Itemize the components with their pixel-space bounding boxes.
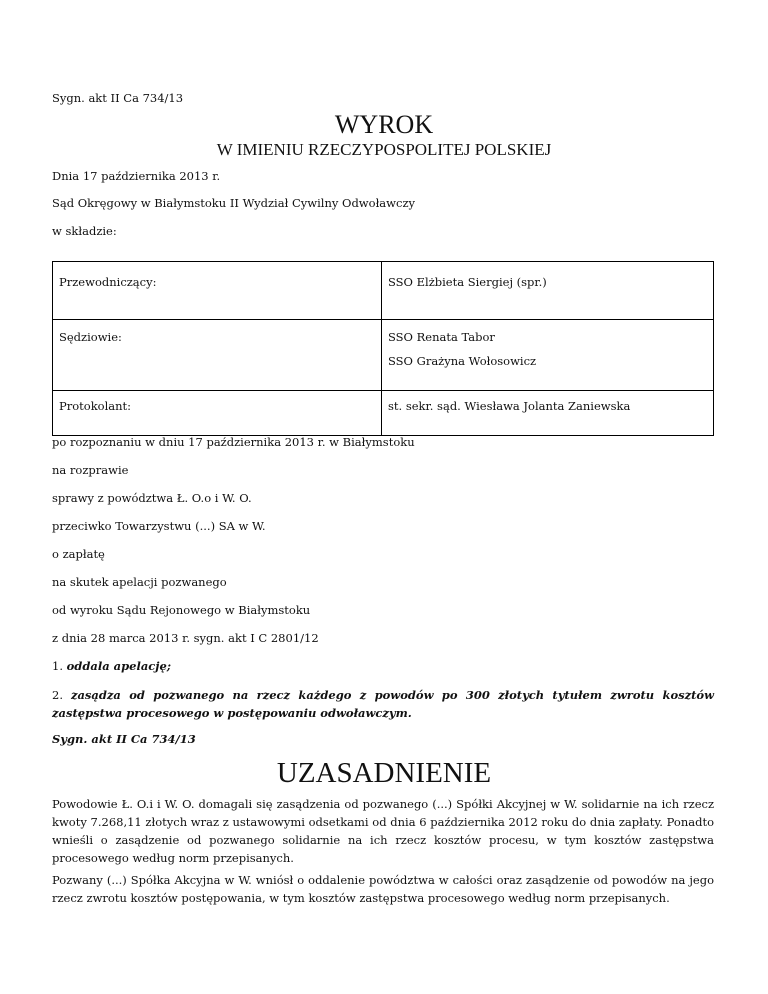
table-row: [53, 391, 714, 436]
clerk-value: st. sekr. sąd. Wiesława Jolanta Zaniewska: [382, 391, 714, 436]
justification-paragraph: Powodowie Ł. O.i i W. O. domagali się zasądzenia od pozwanego (...) Spółki Akcyjnej w W. solidarnie na ich rzecz kwoty 7.268,11 złotych wraz z ustawowymi odsetkami od dnia 6 października 2012 roku do dnia zapłaty. Ponadto wnieśli o zasądzenie od pozwanego solidarnie na ich rzecz kosztów procesu, w tym kosztów zastępstwa procesowego według norm przepisanych.: [52, 797, 714, 865]
judgment-subtitle: W IMIENIU RZECZYPOSPOLITEJ POLSKIEJ: [216, 140, 552, 159]
ruling-item: [52, 686, 714, 722]
composition-table: [52, 261, 714, 436]
proceedings-line: na skutek apelacji pozwanego: [52, 575, 227, 589]
ruling-text: oddala apelację;: [66, 659, 172, 673]
proceedings-line: przeciwko Towarzystwu (...) SA w W.: [52, 519, 266, 533]
judges-cell: [382, 320, 714, 391]
ruling-number: 1.: [52, 659, 63, 673]
judges-label: Sędziowie:: [53, 320, 382, 391]
table-row: [53, 320, 714, 391]
judge-1: SSO Renata Tabor: [388, 330, 495, 344]
proceedings-line: na rozprawie: [52, 463, 129, 477]
ruling-number: 2.: [52, 688, 63, 702]
justification-title: UZASADNIENIE: [276, 757, 492, 789]
proceedings-line: z dnia 28 marca 2013 r. sygn. akt I C 2801/12: [52, 631, 319, 645]
proceedings-line: sprawy z powództwa Ł. O.o i W. O.: [52, 491, 252, 505]
judgment-title: WYROK: [334, 110, 434, 139]
date-line: Dnia 17 października 2013 r.: [52, 169, 221, 183]
judge-2: SSO Grażyna Wołosowicz: [388, 354, 537, 368]
justification-paragraph: Pozwany (...) Spółka Akcyjna w W. wniósł o oddalenie powództwa w całości oraz zasądzenie od powodów na jego rzecz zwrotu kosztów postępowania, w tym kosztów zastępstwa procesowego według norm przepisanych.: [52, 873, 714, 905]
proceedings-line: po rozpoznaniu w dniu 17 października 2013 r. w Białymstoku: [52, 435, 415, 449]
proceedings-line: od wyroku Sądu Rejonowego w Białymstoku: [52, 603, 311, 617]
chair-label: Przewodniczący:: [53, 262, 382, 320]
clerk-label: Protokolant:: [53, 391, 382, 436]
table-row: [53, 262, 714, 320]
composition-label: w składzie:: [52, 224, 117, 238]
justification-signature: Sygn. akt II Ca 734/13: [52, 732, 196, 746]
chair-value: SSO Elżbieta Siergiej (spr.): [382, 262, 714, 320]
proceedings-line: o zapłatę: [52, 547, 105, 561]
case-signature: Sygn. akt II Ca 734/13: [52, 91, 184, 105]
ruling-text: zasądza od pozwanego na rzecz każdego z powodów po 300 złotych tytułem zwrotu kosztów zastępstwa procesowego w postępowaniu odwoławczym.: [52, 688, 715, 720]
court-line: Sąd Okręgowy w Białymstoku II Wydział Cywilny Odwoławczy: [52, 196, 416, 210]
ruling-item: [52, 658, 171, 674]
